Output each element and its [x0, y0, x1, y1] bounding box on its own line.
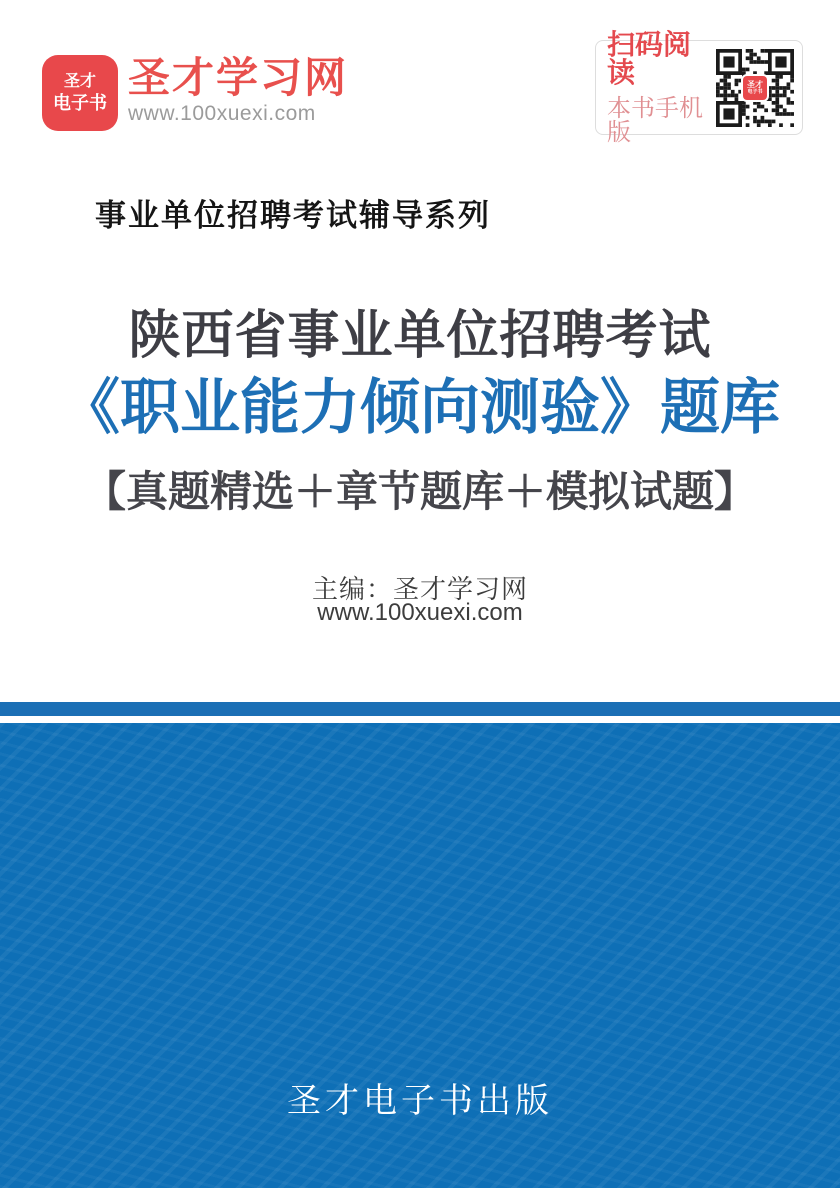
qr-center-logo: [743, 76, 767, 100]
publisher-label: 圣才电子书出版: [287, 1082, 553, 1120]
brand-header: [42, 55, 348, 131]
brand-logo-line2: 电子书: [53, 93, 107, 113]
book-title-line1: 陕西省事业单位招聘考试: [128, 307, 712, 365]
site-name: 圣才学习网: [128, 54, 349, 101]
qr-panel-text: [607, 28, 716, 146]
qr-center-logo-line2: 电子书: [747, 88, 763, 95]
brand-logo-icon: [42, 55, 118, 131]
series-label: 事业单位招聘考试辅导系列: [95, 198, 491, 233]
footer-band: [0, 723, 840, 1188]
editor-url: www.100xuexi.com: [317, 599, 523, 626]
editor-line: 主编：圣才学习网: [311, 574, 528, 604]
book-title-line2: 《职业能力倾向测验》题库: [60, 373, 780, 443]
qr-panel: [595, 28, 803, 146]
qr-panel-line2: 本书手机版: [607, 94, 703, 146]
brand-text: [128, 55, 348, 126]
site-url: www.100xuexi.com: [128, 102, 316, 126]
qr-code: [716, 49, 794, 127]
qr-center-logo-line1: 圣才: [747, 79, 763, 89]
brand-logo-line1: 圣才: [63, 73, 96, 90]
divider-stripe: [0, 702, 840, 716]
qr-panel-line1: 扫码阅读: [607, 28, 692, 88]
book-subtitle: 【真题精选＋章节题库＋模拟试题】: [83, 468, 756, 515]
